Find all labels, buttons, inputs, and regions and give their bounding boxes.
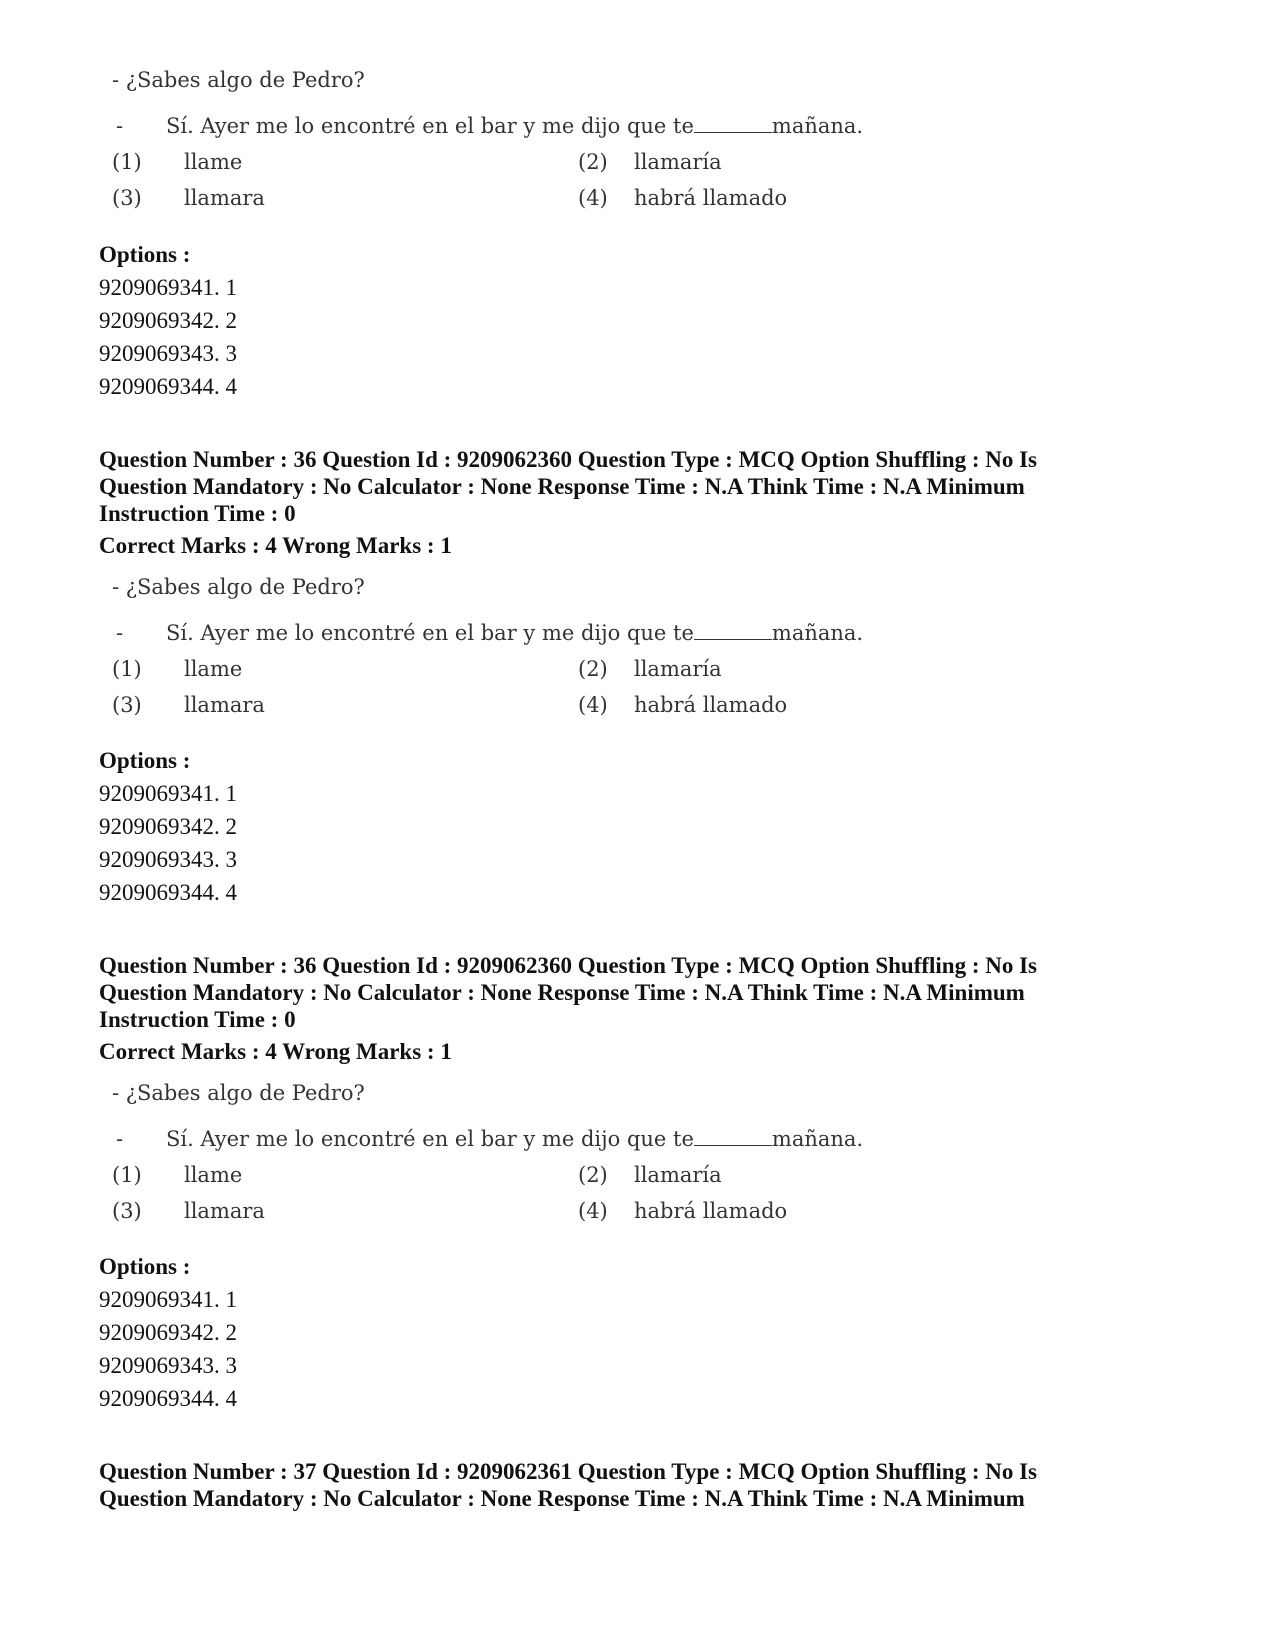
choice-3: (3) llamara (112, 186, 265, 210)
option-line: 9209069342. 2 (99, 814, 237, 839)
stem-before-text: Sí. Ayer me lo encontré en el bar y me dijo que te (166, 114, 694, 138)
options-label: Options : (99, 748, 191, 773)
choice-4: (4) habrá llamado (578, 693, 788, 717)
meta-line-2: Question Mandatory : No Calculator : None Response Time : N.A Think Time : N.A Minimum (99, 1486, 1025, 1511)
stem-dash: - (116, 114, 124, 138)
option-line: 9209069343. 3 (99, 341, 237, 366)
stem-dash: - (116, 621, 124, 645)
question-dialog-line: - ¿Sabes algo de Pedro? (112, 1081, 365, 1105)
choice-1: (1) llame (112, 657, 243, 681)
options-label: Options : (99, 242, 191, 267)
option-line: 9209069341. 1 (99, 275, 237, 300)
stem-after-text: mañana. (771, 621, 864, 645)
choice-2: (2) llamaría (578, 150, 722, 174)
stem-after-text: mañana. (771, 1127, 864, 1151)
question-dialog-line: - ¿Sabes algo de Pedro? (112, 68, 365, 92)
meta-line-1: Question Number : 36 Question Id : 9209062360 Question Type : MCQ Option Shuffling : No Is (99, 447, 1038, 472)
option-line: 9209069342. 2 (99, 308, 237, 333)
choice-2: (2) llamaría (578, 1163, 722, 1187)
question-meta (99, 446, 1179, 527)
meta-line-2: Question Mandatory : No Calculator : None Response Time : N.A Think Time : N.A Minimum (99, 474, 1025, 499)
option-line: 9209069343. 3 (99, 847, 237, 872)
meta-line-3: Instruction Time : 0 (99, 1007, 296, 1032)
meta-line-2: Question Mandatory : No Calculator : None Response Time : N.A Think Time : N.A Minimum (99, 980, 1025, 1005)
marks-line: Correct Marks : 4 Wrong Marks : 1 (99, 533, 452, 558)
question-image (112, 68, 872, 218)
marks-line: Correct Marks : 4 Wrong Marks : 1 (99, 1039, 452, 1064)
question-image (112, 575, 872, 725)
meta-line-3: Instruction Time : 0 (99, 501, 296, 526)
choice-3: (3) llamara (112, 693, 265, 717)
question-dialog-line: - ¿Sabes algo de Pedro? (112, 575, 365, 599)
stem-before-text: Sí. Ayer me lo encontré en el bar y me dijo que te (166, 621, 694, 645)
blank-line (694, 1127, 772, 1146)
option-line: 9209069341. 1 (99, 1287, 237, 1312)
options-label: Options : (99, 1254, 191, 1279)
blank-line (694, 621, 772, 640)
question-image (112, 1081, 872, 1231)
option-line: 9209069341. 1 (99, 781, 237, 806)
choice-3: (3) llamara (112, 1199, 265, 1223)
blank-line (694, 114, 772, 133)
meta-line-1: Question Number : 37 Question Id : 9209062361 Question Type : MCQ Option Shuffling : No Is (99, 1459, 1038, 1484)
stem-after-text: mañana. (771, 114, 864, 138)
choice-2: (2) llamaría (578, 657, 722, 681)
option-line: 9209069343. 3 (99, 1353, 237, 1378)
meta-line-1: Question Number : 36 Question Id : 9209062360 Question Type : MCQ Option Shuffling : No Is (99, 953, 1038, 978)
option-line: 9209069344. 4 (99, 374, 237, 399)
option-line: 9209069344. 4 (99, 880, 237, 905)
question-meta (99, 952, 1179, 1033)
question-meta (99, 1458, 1179, 1512)
stem-before-text: Sí. Ayer me lo encontré en el bar y me dijo que te (166, 1127, 694, 1151)
option-line: 9209069344. 4 (99, 1386, 237, 1411)
choice-1: (1) llame (112, 1163, 243, 1187)
choice-1: (1) llame (112, 150, 243, 174)
choice-4: (4) habrá llamado (578, 1199, 788, 1223)
stem-dash: - (116, 1127, 124, 1151)
choice-4: (4) habrá llamado (578, 186, 788, 210)
option-line: 9209069342. 2 (99, 1320, 237, 1345)
